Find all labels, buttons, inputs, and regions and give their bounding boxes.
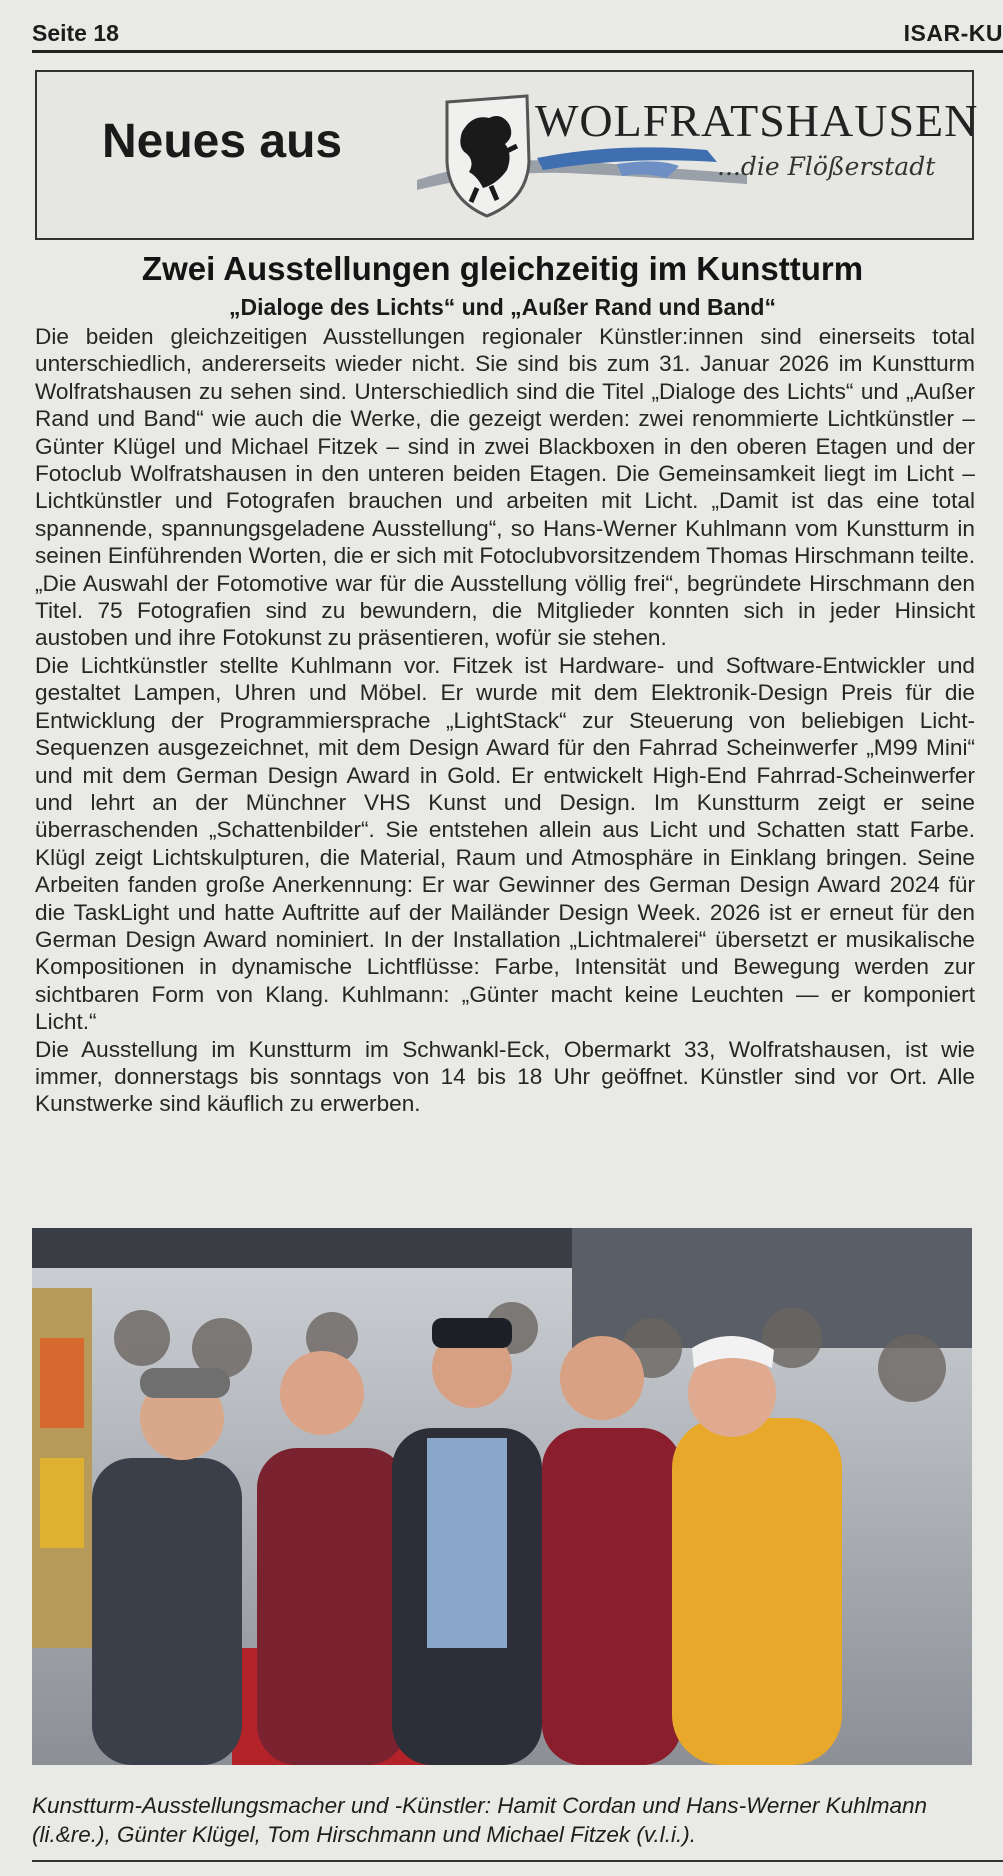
town-tagline: ...die Flößerstadt [717,152,936,181]
page-header [32,14,1003,53]
town-name: WOLFRATSHAUSEN [535,95,979,146]
article-body [35,323,975,1118]
section-banner [35,70,979,240]
footer-rule [32,1860,1003,1862]
page-number: Seite 18 [32,20,119,46]
article-paragraph: Die Ausstellung im Kunstturm im Schwankl-Eck, Obermarkt 33, Wolfratshausen, ist wie immer, donnerstags bis sonntags von 14 bis 18 Uhr geöffnet. Künstler sind vor Ort. Alle Kunstwerke sind käuflich zu erwerben. [35,1036,975,1117]
article-headline: Zwei Ausstellungen gleichzeitig im Kunstturm [141,250,864,287]
newspaper-name: ISAR-KU [903,20,1003,46]
banner-section-title: Neues aus [102,115,343,168]
group-photo-illustration [32,1228,972,1765]
photo-caption: Kunstturm-Ausstellungsmacher und -Künstler: Hamit Cordan und Hans-Werner Kuhlmann (li.&re.), Günter Klügel, Tom Hirschmann und Michael Fitzek (v.l.i.). [32,1793,927,1847]
article-subheadline: „Dialoge des Lichts“ und „Außer Rand und Band“ [229,294,776,320]
article-paragraph: Die beiden gleichzeitigen Ausstellungen regionaler Künstler:innen sind einerseits total unterschiedlich, andererseits wieder nicht. Sie sind bis zum 31. Januar 2026 im Kunstturm Wolfratshausen zu sehen sind. Unterschiedlich sind die Titel „Dialoge des Lichts“ und „Außer Rand und Band“ wie auch die Werke, die gezeigt werden: zwei renommierte Lichtkünstler – Günter Klügel und Michael Fitzek – sind in zwei Blackboxen in den oberen Etagen und der Fotoclub Wolfratshausen in den unteren beiden Etagen. Die Gemeinsamkeit liegt im Licht – Lichtkünstler und Fotografen brauchen und arbeiten mit Licht. „Damit ist das eine total spannende, spannungsgeladene Ausstellung“, so Hans-Werner Kuhlmann vom Kunstturm in seinen Einführenden Worten, die er sich mit Fotoclubvorsitzendem Thomas Hirschmann teilte. „Die Auswahl der Fotomotive war für die Ausstellung völlig frei“, begründete Hirschmann den Titel. 75 Fotografien sind zu bewundern, die Mitglieder konnten sich in jeder Hinsicht austoben und ihre Fotokunst zu präsentieren, wofür sie stehen. [35,324,975,651]
article-paragraph: Die Lichtkünstler stellte Kuhlmann vor. Fitzek ist Hardware- und Software-Entwickler und gestaltet Lampen, Uhren und Möbel. Er wurde mit dem Elektronik-Design Preis für die Entwicklung der Programmiersprache „LightStack“ zur Steuerung von beliebigen Licht-Sequenzen ausgezeichnet, mit dem Design Award für den Fahrrad Scheinwerfer „M99 Mini“ und mit dem German Design Award in Gold. Er entwickelt High-End Fahrrad-Scheinwerfer und lehrt an der Münchner VHS Kunst und Design. Im Kunstturm zeigt er seine überraschenden „Schattenbilder“. Sie entstehen allein aus Licht und Schatten statt Farbe. Klügl zeigt Lichtskulpturen, die Material, Raum und Atmosphäre in Einklang bringen. Seine Arbeiten fanden große Anerkennung: Er war Gewinner des German Design Award 2024 für die TaskLight und hatte Auftritte auf der Mailänder Design Week. 2026 ist er erneut für den German Design Award nominiert. In der Installation „Lichtmalerei“ übersetzt er musikalische Kompositionen in dynamische Lichtflüsse: Farbe, Intensität und Bewegung werden zur sichtbaren Form von Klang. Kuhlmann: „Günter macht keine Leuchten — er komponiert Licht.“ [35,652,975,1035]
article-photo [32,1228,972,1765]
